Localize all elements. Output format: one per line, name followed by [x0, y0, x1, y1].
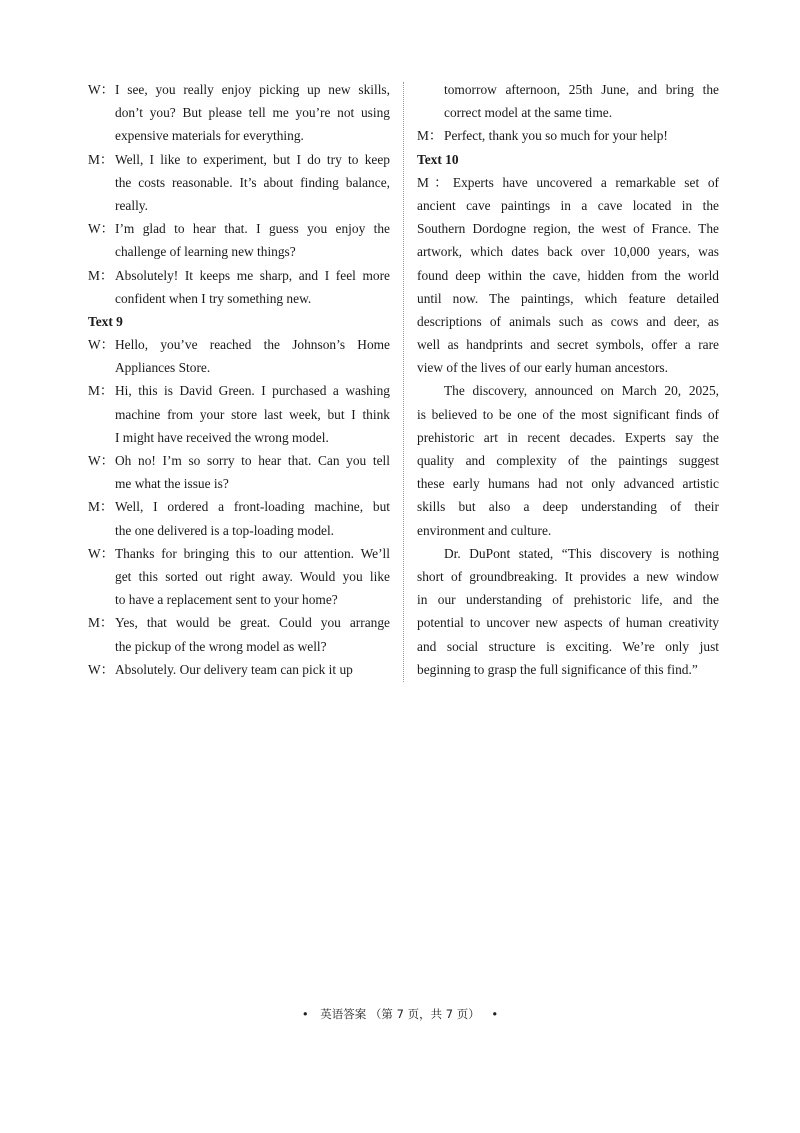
speaker-label: M： [88, 267, 114, 283]
text-line: Hi, this is David Green. I purchased a washing [115, 383, 390, 399]
text-line: M：Experts have uncovered a remarkable set of [417, 174, 719, 190]
text-line: confident when I try something new. [115, 290, 312, 306]
speech-text [444, 124, 719, 147]
speech-text [115, 542, 390, 612]
speech-text [115, 449, 390, 495]
footer-page-label: 英语答案 （第 7 页，共 7 页） [320, 1007, 480, 1021]
text-line: Yes, that would be great. Could you arrange [115, 615, 390, 631]
text-line: prehistoric art in recent decades. Experts say the [417, 429, 719, 445]
text-line: Perfect, thank you so much for your help! [444, 128, 668, 144]
speech-text [115, 379, 390, 449]
speaker-label: W： [88, 221, 115, 237]
speaker-label: M： [88, 615, 114, 631]
text-line: I might have received the wrong model. [115, 429, 329, 445]
text-line: found deep within the cave, hidden from the world [417, 267, 719, 283]
speech-text [115, 333, 390, 379]
dialogue-turn [88, 449, 390, 495]
text-line: don’t you? But please tell me you’re not using [115, 105, 390, 121]
dialogue-turn [88, 495, 390, 541]
text-line: really. [115, 197, 148, 213]
dialogue-continuation [417, 78, 719, 124]
dialogue-turn [88, 264, 390, 310]
paragraph-3 [417, 542, 719, 681]
dialogue-b [88, 333, 390, 681]
page-footer [0, 1006, 800, 1022]
text-10-heading: Text 10 [417, 151, 459, 167]
dialogue-turn [88, 78, 390, 148]
speech-text [115, 658, 390, 681]
text-line: I see, you really enjoy picking up new skills, [115, 82, 390, 97]
speaker-label: W： [88, 453, 115, 468]
column-divider [403, 82, 404, 682]
text-line: expensive materials for everything. [115, 128, 304, 144]
text-line: is believed to be one of the most significant finds of [417, 406, 719, 422]
speaker-label: M： [88, 499, 114, 515]
text-line: quality and complexity of the paintings suggest [417, 453, 719, 469]
text-line: Absolutely! It keeps me sharp, and I feel more [115, 267, 390, 283]
speaker-label: M： [88, 151, 114, 167]
dialogue-turn [88, 611, 390, 657]
speaker-label: W： [88, 545, 115, 561]
text-line: Southern Dordogne region, the west of France. The [417, 221, 719, 237]
text-line: these early humans had not only advanced artistic [417, 476, 719, 492]
text-line: until now. The paintings, which feature detailed [417, 290, 719, 306]
speech-text [115, 78, 390, 148]
speaker-label: W： [88, 82, 115, 97]
text-line: well as handprints and secret symbols, offer a rare [417, 337, 719, 353]
text-line: Dr. DuPont stated, “This discovery is nothing [444, 545, 719, 561]
speech-text [115, 611, 390, 657]
text-line: descriptions of animals such as cows and deer, as [417, 313, 719, 329]
paragraph-1 [417, 171, 719, 380]
text-line: Thanks for bringing this to our attention. We’ll [115, 545, 390, 561]
text-line: view of the lives of our early human ancestors. [417, 360, 668, 376]
text-line: Oh no! I’m so sorry to hear that. Can you tell [115, 453, 390, 468]
dialogue-turn [88, 217, 390, 263]
text-line: Well, I like to experiment, but I do try to keep [115, 151, 390, 167]
text-line: correct model at the same time. [444, 105, 613, 121]
text-line: Well, I ordered a front-loading machine, but [115, 499, 390, 515]
dialogue-turn [88, 379, 390, 449]
text-line: in our understanding of prehistoric life, and the [417, 592, 719, 608]
speaker-label: M： [417, 128, 443, 144]
text-line: and social structure is exciting. We’re only just [417, 638, 719, 654]
dialogue-turn [88, 148, 390, 218]
text-line: Hello, you’ve reached the Johnson’s Home [115, 337, 390, 353]
text-line: tomorrow afternoon, 25th June, and bring the [444, 82, 719, 97]
text-line: potential to uncover new aspects of human creativity [417, 615, 719, 631]
paragraph-2 [417, 379, 719, 541]
dialogue-end [417, 124, 719, 147]
text-line: beginning to grasp the full significance of this find.” [417, 661, 698, 677]
text-line: Absolutely. Our delivery team can pick it up [115, 661, 353, 677]
right-column [417, 78, 719, 681]
text-line: the pickup of the wrong model as well? [115, 638, 327, 654]
speech-text [115, 264, 390, 310]
text-line: to have a replacement sent to your home? [115, 592, 338, 608]
text-line: I’m glad to hear that. I guess you enjoy the [115, 221, 390, 237]
speech-text [115, 495, 390, 541]
text-line: the one delivered is a top-loading model. [115, 522, 335, 538]
footer-dot-left: • [301, 1007, 309, 1021]
text-line: the costs reasonable. It’s about finding balance, [115, 174, 390, 190]
speaker-label: W： [88, 337, 115, 353]
text-line: Appliances Store. [115, 360, 211, 376]
text-line: skills but also a deep understanding of their [417, 499, 719, 515]
speaker-label: W： [88, 661, 115, 677]
text-line: challenge of learning new things? [115, 244, 296, 260]
speaker-label: M： [88, 383, 114, 399]
text-line: short of groundbreaking. It provides a new window [417, 568, 719, 584]
dialogue-turn [88, 542, 390, 612]
text-line: me what the issue is? [115, 476, 229, 492]
text-line: environment and culture. [417, 522, 552, 538]
dialogue-turn [417, 124, 719, 147]
dialogue-turn [88, 333, 390, 379]
text-line: artwork, which dates back over 10,000 years, was [417, 244, 719, 260]
text-line: machine from your store last week, but I think [115, 406, 390, 422]
text-line: The discovery, announced on March 20, 2025, [444, 383, 719, 399]
text-line: get this sorted out right away. Would you like [115, 568, 390, 584]
dialogue-a [88, 78, 390, 310]
speech-text [115, 148, 390, 218]
dialogue-turn [88, 658, 390, 681]
speech-text [115, 217, 390, 263]
text-9-heading: Text 9 [88, 313, 123, 329]
left-column [88, 78, 390, 681]
text-line: ancient cave paintings in a cave located in the [417, 197, 719, 213]
footer-dot-right: • [491, 1007, 499, 1021]
